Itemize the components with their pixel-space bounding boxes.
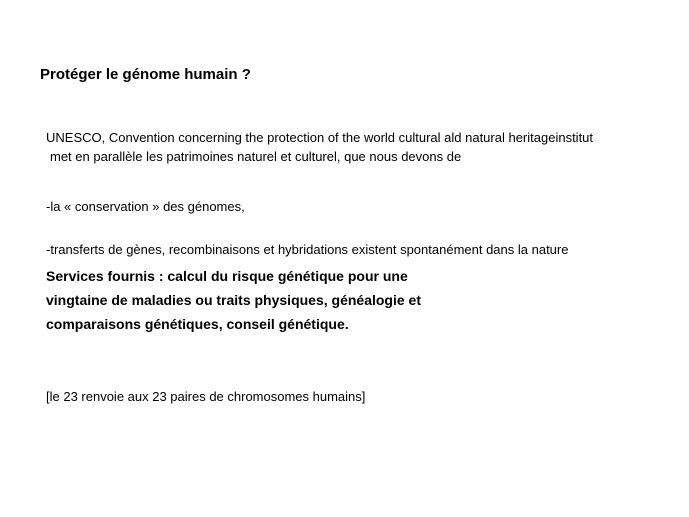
services-line-2: vingtaine de maladies ou traits physiques, généalogie et	[46, 292, 421, 308]
services-line-3: comparaisons génétiques, conseil génétique.	[46, 316, 349, 332]
slide-title: Protéger le génome humain ?	[40, 66, 251, 83]
services-paragraph	[46, 264, 506, 336]
conservation-item: -la « conservation » des génomes,	[46, 199, 245, 214]
footnote: [le 23 renvoie aux 23 paires de chromosomes humains]	[46, 389, 366, 404]
services-line-1-rest: : calcul du risque génétique pour une	[154, 268, 408, 284]
services-label: Services fournis	[46, 268, 155, 284]
unesco-paragraph-line2: met en parallèle les patrimoines naturel et culturel, que nous devons de	[50, 149, 462, 164]
transferts-item: -transferts de gènes, recombinaisons et hybridations existent spontanément dans la nature	[46, 242, 569, 257]
services-line-1	[46, 264, 506, 288]
unesco-paragraph-line1: UNESCO, Convention concerning the protection of the world cultural ald natural heritageinstitut	[46, 130, 594, 145]
